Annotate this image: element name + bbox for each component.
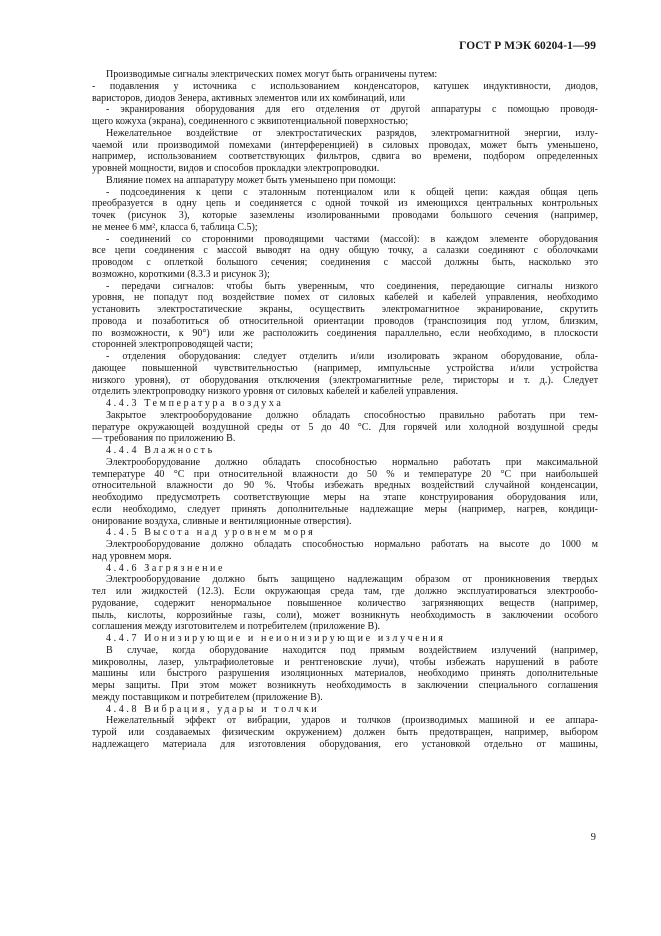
text-line: варисторов, диодов Зенера, активных элементов или их комбинаций, или xyxy=(92,92,406,104)
text-line: - передачи сигналов: чтобы быть уверенным, что соединения, передающие сигналы низкого xyxy=(106,280,598,292)
section-heading: 4.4.6 Загрязнение xyxy=(106,562,226,574)
text-line: турой или создаваемых физическим окружением) должен быть предотвращен, например, выбором xyxy=(92,727,598,738)
text-line: установить электростатические экраны, осуществить электромагнитное экранирование, скрутить xyxy=(92,304,598,315)
text-line: проводом с оплеткой большого сечения; соединения с массой должны быть, насколько это xyxy=(92,257,598,268)
text-line: точек (рисунок 3), которые заземлены изолированными проводами большого сечения (например, xyxy=(92,210,598,221)
text-line: Электрооборудование должно обладать способностью нормально работать при максимальной xyxy=(106,456,598,468)
text-line: рудование, содержит ненормальное повышенное количество загрязняющих веществ (например, xyxy=(92,597,598,609)
standard-designation-header: ГОСТ Р МЭК 60204-1—99 xyxy=(459,40,596,52)
text-line: - соединений со сторонними проводящими частями (массой): в каждом элементе оборудования xyxy=(106,233,598,245)
text-line: - подсоединения к цепи с эталонным потенциалом или к общей цепи: каждая общая цепь xyxy=(106,186,598,198)
text-line: Нежелательный эффект от вибрации, ударов и толчков (производимых машиной и ее аппара- xyxy=(106,715,598,727)
text-line: уровней мощности, видов и способов прокладки электропроводки. xyxy=(92,163,380,174)
text-line: температуре 40 °С при относительной влажности до 50 % и температуре 20 °С при наибольшей xyxy=(92,468,598,480)
text-line: не менее 6 мм², класса 6, таблица С.5); xyxy=(92,221,258,233)
section-heading: 4.4.8 Вибрация, удары и толчки xyxy=(106,703,320,715)
section-heading: 4.4.4 Влажность xyxy=(106,445,215,456)
text-line: если необходимо, следует принять дополнительные надлежащие меры (например, нагрев, кондици- xyxy=(92,503,598,515)
text-line: В случае, когда оборудование находится под прямым воздействием излучений (например, xyxy=(106,644,598,656)
text-line: необходимо предусмотреть соответствующие меры на этапе конструирования оборудования или, xyxy=(92,492,598,503)
page-number: 9 xyxy=(590,832,596,843)
text-line: пыль, кислоты, коррозийные газы, соли), может возникнуть необходимость в заключении особого xyxy=(92,609,598,621)
text-line: возможно, короткими (8.3.3 и рисунок 3); xyxy=(92,268,270,280)
text-line: машины или быстрого разрушения изоляционных материалов, необходимо принять дополнительные xyxy=(92,668,598,680)
text-line: например, использованием соответствующих фильтров, сдвига во времени, подбором определенных xyxy=(92,151,598,163)
section-heading: 4.4.5 Высота над уровнем моря xyxy=(106,527,316,539)
text-line: тел или жидкостей (12.3). Если окружающая среда там, где должно эксплуатироваться электрообо- xyxy=(92,586,598,597)
text-line: уровня, не попадут под воздействие помех от силовых кабелей и кабелей управления, необходимо xyxy=(92,292,598,304)
text-line: относительной влажности до 90 %. Чтобы избежать вредных воздействий случайной конденсации, xyxy=(92,480,598,492)
section-heading: 4.4.7 Ионизирующие и неионизирующие излучения xyxy=(106,633,446,644)
text-line: пературе окружающей воздушной среды от 5 до 40 °С. Для горячей или холодной воздушной среды xyxy=(92,421,598,433)
text-line: Производимые сигналы электрических помех могут быть ограничены путем: xyxy=(106,69,438,80)
text-line: — требования по приложению В. xyxy=(92,433,236,445)
text-line: чаемой или производимой помехами (интерференцией) в силовых проводах, может быть уменьшено, xyxy=(92,139,598,151)
text-line: низкого уровня), от оборудования отключения (электромагнитные реле, тиристоры и т. д.). Следует xyxy=(92,374,598,386)
text-line: между поставщиком и потребителем (приложение В). xyxy=(92,691,323,703)
text-line: меры защиты. При этом может возникнуть необходимость в заключении специального соглашения xyxy=(92,680,598,691)
text-line: - подавления у источника с использованием конденсаторов, катушек индуктивности, диодов, xyxy=(92,80,598,92)
text-line: Электрооборудование должно быть защищено надлежащим образом от проникновения твердых xyxy=(106,574,598,586)
text-line: провода и позаботиться об относительной ориентации проводов (транспозиция под углом, близким, xyxy=(92,315,598,327)
text-line: Нежелательное воздействие от электростатических разрядов, электромагнитной энергии, излу- xyxy=(106,127,598,139)
text-line: преобразуется в одну цепь и соединяется с одной точкой из имеющихся центральных контрольных xyxy=(92,198,598,210)
text-line: все цепи соединения с массой выводят на одну общую точку, а салазки соединяют с оболочками xyxy=(92,245,598,257)
text-line: отделить электропроводку низкого уровня от силовых кабелей и кабелей управления. xyxy=(92,386,458,398)
text-line: сторонней электропроводящей части; xyxy=(92,339,253,351)
text-line: по возможности, к 90°) или же расположить соединения параллельно, если необходимо, в плоскости xyxy=(92,327,598,339)
text-line: Электрооборудование должно обладать способностью нормально работать на высоте до 1000 м xyxy=(106,539,598,550)
text-line: - отделения оборудования: следует отделить и/или изолировать экраном оборудование, обла- xyxy=(106,351,598,362)
text-line: дающее повышенной чувствительностью (например, импульсные устройства и/или устройства xyxy=(92,362,598,374)
text-line: микроволны, лазер, ультрафиолетовые и рентгеновские лучи), чтобы избежать нарушений в работе xyxy=(92,656,598,668)
text-line: над уровнем моря. xyxy=(92,550,172,562)
text-line: Влияние помех на аппаратуру может быть уменьшено при помощи: xyxy=(106,174,396,186)
text-line: соглашения между изготовителем и потребителем (приложение В). xyxy=(92,621,381,633)
document-body xyxy=(92,69,598,751)
text-line: надлежащего материала для изготовления оборудования, его установкой отдельно от машины, xyxy=(92,738,598,750)
text-line: онирование воздуха, сливные и вентиляционные отверстия). xyxy=(92,515,352,527)
text-line: щего кожуха (экрана), соединенного с эквипотенциальной поверхностью; xyxy=(92,116,409,127)
section-heading: 4.4.3 Температура воздуха xyxy=(106,398,284,409)
text-line: - экранирования оборудования для его отделения от другой аппаратуры с помощью проводя- xyxy=(106,104,598,116)
text-line: Закрытое электрооборудование должно обладать способностью правильно работать при тем- xyxy=(106,409,598,421)
